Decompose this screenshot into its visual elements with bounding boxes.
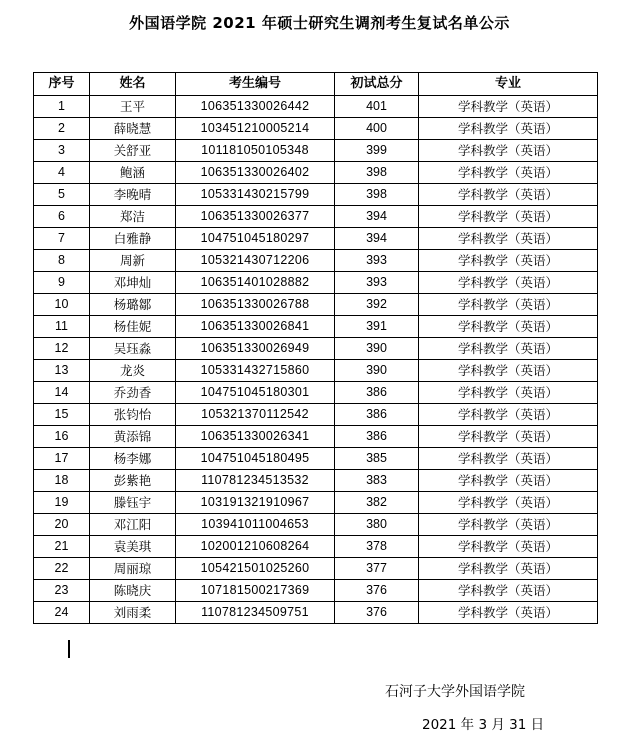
cell-major: 学科教学（英语） (419, 514, 598, 536)
table-row (34, 470, 598, 492)
cell-name: 邓江阳 (90, 514, 176, 536)
cell-exam-id: 110781234513532 (176, 470, 335, 492)
cell-seq: 15 (34, 404, 90, 426)
cell-score: 376 (335, 602, 419, 624)
cell-major: 学科教学（英语） (419, 404, 598, 426)
cell-major: 学科教学（英语） (419, 536, 598, 558)
cell-seq: 22 (34, 558, 90, 580)
cell-name: 杨璐鄒 (90, 294, 176, 316)
cell-major: 学科教学（英语） (419, 492, 598, 514)
header-seq: 序号 (34, 73, 90, 96)
cell-name: 彭紫艳 (90, 470, 176, 492)
table-header-row (34, 73, 598, 96)
cell-seq: 14 (34, 382, 90, 404)
cell-major: 学科教学（英语） (419, 272, 598, 294)
cell-exam-id: 104751045180297 (176, 228, 335, 250)
cell-exam-id: 103941011004653 (176, 514, 335, 536)
cell-score: 386 (335, 426, 419, 448)
cell-name: 李晚晴 (90, 184, 176, 206)
table-row (34, 338, 598, 360)
table-row (34, 558, 598, 580)
cell-score: 401 (335, 96, 419, 118)
cell-exam-id: 110781234509751 (176, 602, 335, 624)
table-row (34, 118, 598, 140)
cell-score: 382 (335, 492, 419, 514)
cell-name: 白雅静 (90, 228, 176, 250)
cell-name: 周新 (90, 250, 176, 272)
cell-major: 学科教学（英语） (419, 206, 598, 228)
cell-score: 383 (335, 470, 419, 492)
cell-score: 398 (335, 184, 419, 206)
cell-major: 学科教学（英语） (419, 426, 598, 448)
cell-name: 龙炎 (90, 360, 176, 382)
cell-name: 薛晓慧 (90, 118, 176, 140)
cell-score: 393 (335, 272, 419, 294)
footer-organization: 石河子大学外国语学院 (385, 684, 525, 700)
cell-name: 乔劲香 (90, 382, 176, 404)
cell-name: 滕钰宇 (90, 492, 176, 514)
table-row (34, 360, 598, 382)
cell-name: 杨佳妮 (90, 316, 176, 338)
cell-major: 学科教学（英语） (419, 602, 598, 624)
cell-name: 刘雨柔 (90, 602, 176, 624)
cell-score: 380 (335, 514, 419, 536)
cell-seq: 18 (34, 470, 90, 492)
cell-exam-id: 104751045180301 (176, 382, 335, 404)
cell-score: 392 (335, 294, 419, 316)
table-row (34, 448, 598, 470)
cell-exam-id: 106351330026442 (176, 96, 335, 118)
cell-seq: 2 (34, 118, 90, 140)
cell-exam-id: 105331432715860 (176, 360, 335, 382)
cell-exam-id: 101181050105348 (176, 140, 335, 162)
cell-exam-id: 106351330026841 (176, 316, 335, 338)
cell-major: 学科教学（英语） (419, 118, 598, 140)
cell-major: 学科教学（英语） (419, 184, 598, 206)
table-row (34, 294, 598, 316)
header-name: 姓名 (90, 73, 176, 96)
table-row (34, 492, 598, 514)
table-row (34, 404, 598, 426)
cell-seq: 10 (34, 294, 90, 316)
cell-seq: 12 (34, 338, 90, 360)
cell-seq: 8 (34, 250, 90, 272)
table-row (34, 426, 598, 448)
cell-score: 393 (335, 250, 419, 272)
header-score: 初试总分 (335, 73, 419, 96)
page-title: 外国语学院 2021 年硕士研究生调剂考生复试名单公示 (129, 14, 510, 32)
cell-score: 400 (335, 118, 419, 140)
cell-major: 学科教学（英语） (419, 360, 598, 382)
cell-exam-id: 105321370112542 (176, 404, 335, 426)
cell-seq: 6 (34, 206, 90, 228)
header-major: 专业 (419, 73, 598, 96)
cell-exam-id: 103451210005214 (176, 118, 335, 140)
cell-seq: 9 (34, 272, 90, 294)
cell-exam-id: 103191321910967 (176, 492, 335, 514)
cell-major: 学科教学（英语） (419, 470, 598, 492)
cell-score: 394 (335, 206, 419, 228)
cell-name: 吴珏淼 (90, 338, 176, 360)
cell-seq: 5 (34, 184, 90, 206)
cell-major: 学科教学（英语） (419, 96, 598, 118)
table-row (34, 536, 598, 558)
cell-score: 386 (335, 404, 419, 426)
table-row (34, 184, 598, 206)
table-row (34, 96, 598, 118)
cell-major: 学科教学（英语） (419, 338, 598, 360)
cell-seq: 11 (34, 316, 90, 338)
cell-exam-id: 106351330026377 (176, 206, 335, 228)
cell-score: 385 (335, 448, 419, 470)
table-row (34, 250, 598, 272)
cell-name: 关舒亚 (90, 140, 176, 162)
table-row (34, 162, 598, 184)
cell-score: 378 (335, 536, 419, 558)
cell-seq: 19 (34, 492, 90, 514)
cell-seq: 23 (34, 580, 90, 602)
cell-exam-id: 106351330026788 (176, 294, 335, 316)
cell-name: 郑洁 (90, 206, 176, 228)
table-row (34, 228, 598, 250)
cell-seq: 17 (34, 448, 90, 470)
cell-exam-id: 105421501025260 (176, 558, 335, 580)
cell-score: 390 (335, 360, 419, 382)
table-row (34, 382, 598, 404)
cell-name: 陈晓庆 (90, 580, 176, 602)
cell-score: 398 (335, 162, 419, 184)
cell-exam-id: 102001210608264 (176, 536, 335, 558)
text-cursor (68, 640, 70, 658)
cell-score: 394 (335, 228, 419, 250)
cell-seq: 20 (34, 514, 90, 536)
cell-exam-id: 106351401028882 (176, 272, 335, 294)
cell-major: 学科教学（英语） (419, 382, 598, 404)
cell-exam-id: 107181500217369 (176, 580, 335, 602)
cell-name: 王平 (90, 96, 176, 118)
cell-score: 377 (335, 558, 419, 580)
cell-name: 邓坤灿 (90, 272, 176, 294)
table-body (34, 96, 598, 624)
header-exam-id: 考生编号 (176, 73, 335, 96)
cell-seq: 7 (34, 228, 90, 250)
footer-date: 2021 年 3 月 31 日 (422, 717, 545, 733)
cell-seq: 21 (34, 536, 90, 558)
cell-exam-id: 106351330026949 (176, 338, 335, 360)
cell-major: 学科教学（英语） (419, 558, 598, 580)
cell-name: 袁美琪 (90, 536, 176, 558)
cell-score: 391 (335, 316, 419, 338)
cell-seq: 3 (34, 140, 90, 162)
cell-exam-id: 105331430215799 (176, 184, 335, 206)
cell-score: 399 (335, 140, 419, 162)
table-row (34, 316, 598, 338)
cell-seq: 1 (34, 96, 90, 118)
cell-major: 学科教学（英语） (419, 140, 598, 162)
cell-exam-id: 106351330026341 (176, 426, 335, 448)
cell-name: 杨李娜 (90, 448, 176, 470)
cell-major: 学科教学（英语） (419, 294, 598, 316)
cell-name: 黄添锦 (90, 426, 176, 448)
cell-seq: 13 (34, 360, 90, 382)
cell-seq: 16 (34, 426, 90, 448)
table-row (34, 272, 598, 294)
cell-major: 学科教学（英语） (419, 228, 598, 250)
cell-major: 学科教学（英语） (419, 162, 598, 184)
table-row (34, 206, 598, 228)
cell-score: 390 (335, 338, 419, 360)
cell-major: 学科教学（英语） (419, 316, 598, 338)
cell-major: 学科教学（英语） (419, 250, 598, 272)
cell-score: 386 (335, 382, 419, 404)
cell-name: 周丽琼 (90, 558, 176, 580)
cell-name: 张钧怡 (90, 404, 176, 426)
cell-exam-id: 104751045180495 (176, 448, 335, 470)
cell-major: 学科教学（英语） (419, 580, 598, 602)
table-row (34, 602, 598, 624)
cell-major: 学科教学（英语） (419, 448, 598, 470)
cell-score: 376 (335, 580, 419, 602)
table-row (34, 580, 598, 602)
cell-seq: 4 (34, 162, 90, 184)
cell-seq: 24 (34, 602, 90, 624)
table-row (34, 514, 598, 536)
cell-exam-id: 106351330026402 (176, 162, 335, 184)
table-row (34, 140, 598, 162)
candidate-table (33, 72, 598, 624)
cell-name: 鲍涵 (90, 162, 176, 184)
cell-exam-id: 105321430712206 (176, 250, 335, 272)
